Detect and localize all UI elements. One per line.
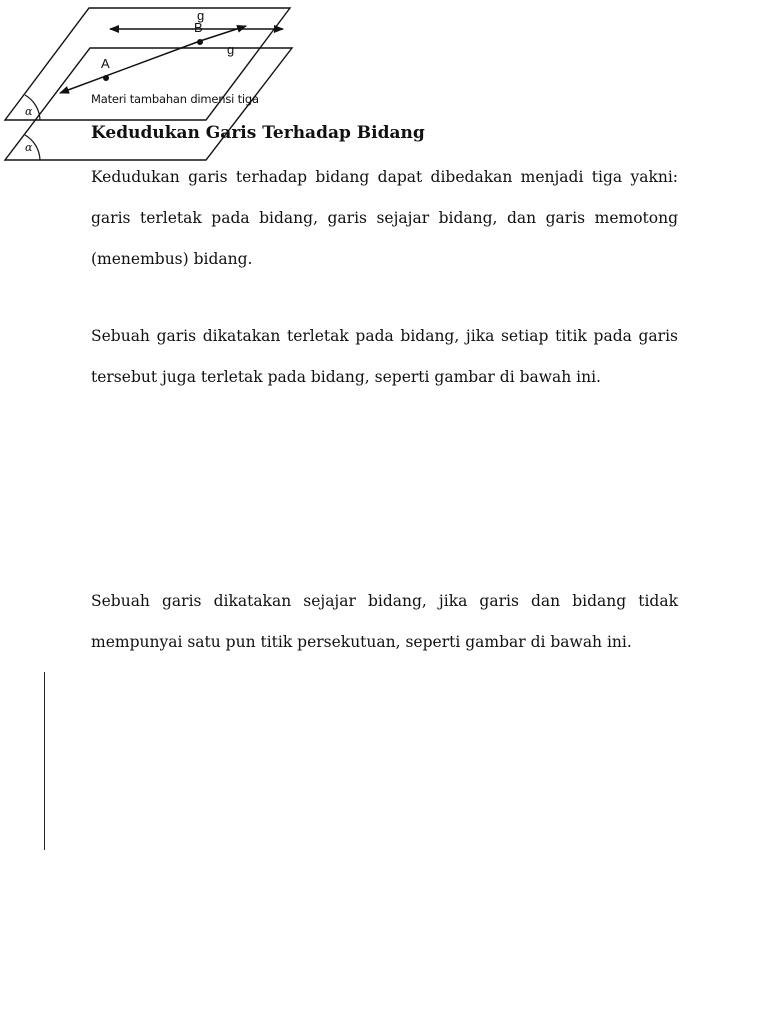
intro-line-3: (menembus) bidang. bbox=[91, 250, 253, 268]
margin-rule bbox=[44, 672, 45, 850]
figure-line-parallel-plane bbox=[0, 0, 300, 170]
sejajar-line-2: mempunyai satu pun titik persekutuan, seperti gambar di bawah ini. bbox=[91, 633, 632, 651]
terletak-line-2: tersebut juga terletak pada bidang, seperti gambar di bawah ini. bbox=[91, 368, 601, 386]
point-a-label: A bbox=[101, 56, 110, 71]
plane-label-alpha: α bbox=[25, 105, 33, 118]
line-g-label: g bbox=[197, 8, 205, 23]
terletak-line-1: Sebuah garis dikatakan terletak pada bidang, jika setiap titik pada garis bbox=[91, 327, 678, 345]
section-title: Kedudukan Garis Terhadap Bidang bbox=[91, 123, 425, 143]
intro-paragraph bbox=[91, 165, 678, 288]
document-subtitle: Materi tambahan dimensi tiga bbox=[91, 92, 259, 106]
point-b-label: B bbox=[194, 20, 203, 35]
terletak-paragraph bbox=[91, 324, 678, 406]
intro-line-1: Kedudukan garis terhadap bidang dapat dibedakan menjadi tiga yakni: bbox=[91, 168, 678, 186]
sejajar-paragraph bbox=[91, 589, 678, 671]
line-g-label: g bbox=[227, 42, 235, 57]
sejajar-line-1: Sebuah garis dikatakan sejajar bidang, jika garis dan bidang tidak bbox=[91, 592, 678, 610]
intro-line-2: garis terletak pada bidang, garis sejajar bidang, dan garis memotong bbox=[91, 209, 678, 227]
plane-parallelogram bbox=[5, 48, 292, 160]
plane-label-alpha: α bbox=[25, 141, 33, 154]
